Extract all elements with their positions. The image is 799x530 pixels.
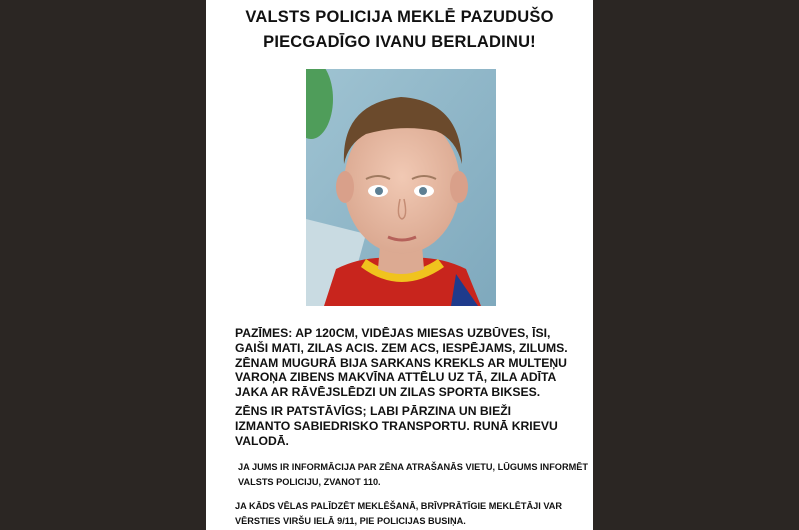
volunteer-line: VĒRSTIES VIRŠU IELĀ 9/11, PIE POLICIJAS BUSIŅA. — [235, 516, 466, 526]
missing-person-poster — [206, 0, 593, 530]
behavior-line: IZMANTO SABIEDRISKO TRANSPORTU. RUNĀ KRIEVU — [235, 418, 558, 433]
poster-title — [206, 5, 593, 55]
volunteer-line: JA KĀDS VĒLAS PALĪDZĒT MEKLĒŠANĀ, BRĪVPRĀTĪGIE MEKLĒTĀJI VAR — [235, 501, 563, 511]
contact-info-paragraph — [238, 460, 588, 490]
volunteer-paragraph — [235, 499, 575, 529]
description-paragraph — [235, 326, 575, 400]
description-line: ZĒNAM MUGURĀ BIJA SARKANS KREKLS AR MULTEŅU — [235, 355, 567, 370]
title-line-1: VALSTS POLICIJA MEKLĒ PAZUDUŠO — [245, 8, 554, 26]
missing-child-photo — [306, 69, 496, 306]
info-line: VALSTS POLICIJU, ZVANOT 110. — [238, 477, 381, 487]
description-line: JAKA AR RĀVĒJSLĒDZI UN ZILAS SPORTA BIKSES. — [235, 385, 541, 400]
description-line: PAZĪMES: AP 120CM, VIDĒJAS MIESAS UZBŪVES, ĪSI, — [235, 326, 551, 340]
description-line: GAIŠI MATI, ZILAS ACIS. ZEM ACS, IESPĒJAMS, ZILUMS. — [235, 340, 568, 355]
behavior-line: VALODĀ. — [235, 433, 289, 448]
description-line: VAROŅA ZIBENS MAKVĪNA ATTĒLU UZ TĀ, ZILA ADĪTA — [235, 370, 557, 385]
behavior-paragraph — [235, 404, 575, 448]
info-line: JA JUMS IR INFORMĀCIJA PAR ZĒNA ATRAŠANĀS VIETU, LŪGUMS INFORMĒT — [238, 462, 588, 472]
behavior-line: ZĒNS IR PATSTĀVĪGS; LABI PĀRZINA UN BIEŽI — [235, 404, 512, 418]
title-line-2: PIECGADĪGO IVANU BERLADINU! — [263, 33, 536, 51]
